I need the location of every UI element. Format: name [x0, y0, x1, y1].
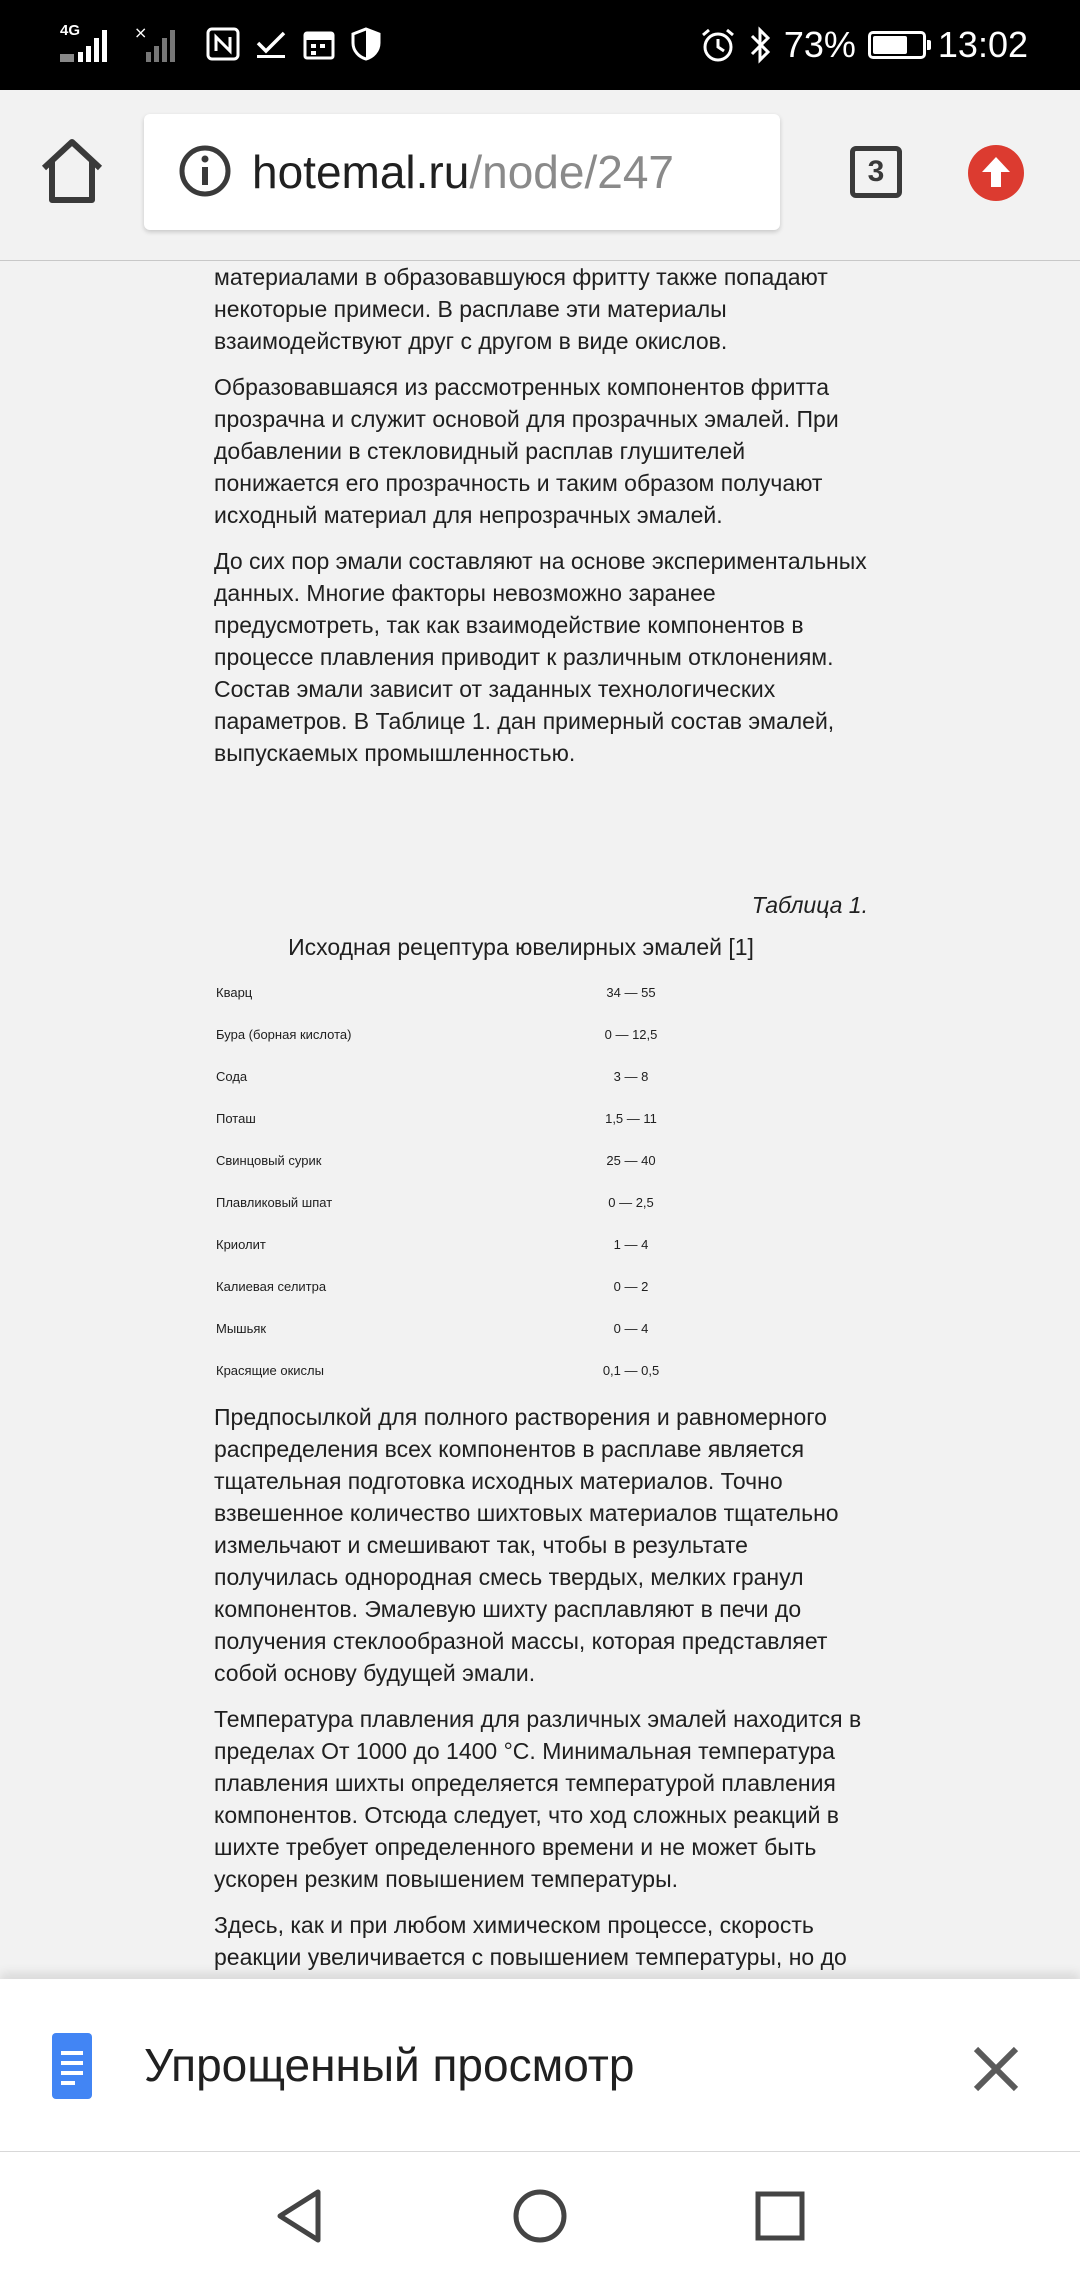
url-path: /node/247: [469, 146, 674, 198]
paragraph: До сих пор эмали составляют на основе экспериментальных данных. Многие факторы невозможно заранее предусмотреть, так как взаимодействие компонентов в процессе плавления приводит к различным отклонениям. Состав эмали зависит от заданных технологических параметров. В Таблице 1. дан примерный состав эмалей, выпускаемых промышленностью.: [214, 548, 867, 766]
battery-icon: [868, 31, 926, 59]
nfc-icon: [206, 27, 240, 61]
ingredient-name: Калиевая селитра: [216, 1278, 327, 1294]
ingredient-amount: 0 — 12,5: [604, 1026, 658, 1042]
ingredient-name: Сода: [216, 1068, 248, 1084]
table-row: [214, 1181, 868, 1223]
status-bar: [0, 0, 1080, 90]
recents-square-icon[interactable]: [750, 2186, 810, 2246]
address-bar[interactable]: [144, 114, 780, 230]
url-text[interactable]: [252, 142, 674, 202]
article-content[interactable]: [0, 261, 1080, 1979]
bluetooth-icon: [748, 26, 772, 64]
paragraph: Температура плавления для различных эмалей находится в пределах От 1000 до 1400 °С. Минимальная температура плавления шихты определяется температурой плавления компонентов. Отсюда следует, что ход сложных реакций в шихте требует определенного времени и не может быть ускорен резким повышением температуры.: [214, 1706, 862, 1892]
clock: 13:02: [937, 24, 1028, 65]
ingredient-name: Плавликовый шпат: [216, 1194, 333, 1210]
home-circle-icon[interactable]: [510, 2186, 570, 2246]
paragraph: Образовавшаяся из рассмотренных компонентов фритта прозрачна и служит основой для прозрачных эмалей. При добавлении в стекловидный расплав глушителей понижается его прозрачность и таким образом получают исходный материал для непрозрачных эмалей.: [214, 374, 839, 528]
ingredient-name: Свинцовый сурик: [216, 1152, 322, 1168]
system-navigation-bar: [0, 2152, 1080, 2280]
ingredient-name: Кварц: [216, 984, 253, 1000]
back-triangle-icon[interactable]: [270, 2186, 330, 2246]
ingredient-name: Криолит: [216, 1236, 266, 1252]
ingredient-name: Красящие окислы: [216, 1362, 324, 1378]
url-host: hotemal.ru: [252, 146, 470, 198]
table-row: [214, 1013, 868, 1055]
recipe-table: [214, 971, 868, 1391]
signal-no-sim-icon: [132, 22, 192, 66]
table-title: Исходная рецептура ювелирных эмалей [1]: [288, 934, 754, 960]
close-icon[interactable]: [968, 2041, 1024, 2097]
ingredient-amount: 3 — 8: [613, 1068, 649, 1084]
info-icon[interactable]: [178, 144, 232, 198]
ingredient-name: Поташ: [216, 1110, 256, 1126]
paragraph: материалами в образовавшуюся фритту также попадают некоторые примеси. В расплаве эти материалы взаимодействуют друг с другом в виде окислов.: [214, 264, 828, 354]
recipe-table-block: [214, 889, 868, 1391]
checkmark-icon: [254, 27, 288, 61]
ingredient-amount: 34 — 55: [606, 984, 656, 1000]
svg-text:×: ×: [134, 23, 148, 42]
signal-icon: [58, 22, 118, 66]
article-text-top: [214, 261, 868, 783]
home-icon[interactable]: [36, 134, 108, 210]
shield-icon: [350, 27, 382, 61]
table-row: [214, 1139, 868, 1181]
paragraph: Здесь, как и при любом химическом процессе, скорость реакции увеличивается с повышением температуры, но до: [214, 1912, 847, 1970]
ingredient-amount: 1 — 4: [613, 1236, 649, 1252]
ingredient-amount: 0 — 4: [613, 1320, 649, 1336]
ingredient-name: Мышьяк: [216, 1320, 267, 1336]
simplified-view-bar[interactable]: [0, 1979, 1080, 2152]
tab-count: 3: [867, 155, 885, 188]
simplified-view-label[interactable]: Упрощенный просмотр: [144, 2039, 635, 2091]
ingredient-amount: 0 — 2: [613, 1278, 649, 1294]
table-row: [214, 971, 868, 1013]
status-icons-left: [58, 22, 382, 66]
ingredient-amount: 0 — 2,5: [608, 1194, 654, 1210]
calendar-icon: [302, 27, 336, 61]
ingredient-amount: 25 — 40: [606, 1152, 656, 1168]
table-row: [214, 1223, 868, 1265]
update-arrow-icon[interactable]: [968, 145, 1024, 201]
table-row: [214, 1349, 868, 1391]
table-row: [214, 1055, 868, 1097]
browser-toolbar: [0, 90, 1080, 261]
document-icon: [52, 2033, 92, 2099]
table-caption: Таблица 1.: [751, 892, 868, 918]
table-row: [214, 1307, 868, 1349]
status-icons-right: [700, 18, 1028, 72]
ingredient-name: Бура (борная кислота): [216, 1026, 352, 1042]
article-text-bottom: [214, 1401, 868, 2019]
table-row: [214, 1097, 868, 1139]
tab-switcher-icon[interactable]: [850, 146, 902, 198]
ingredient-amount: 1,5 — 11: [605, 1110, 657, 1126]
battery-level-fill: [873, 36, 907, 54]
network-type-label: 4G: [60, 22, 81, 39]
paragraph: Предпосылкой для полного растворения и равномерного распределения всех компонентов в расплаве является тщательная подготовка исходных материалов. Точно взвешенное количество шихтовых материалов тщательно измельчают и смешивают так, чтобы в результате получилась однородная смесь твердых, мелких гранул компонентов. Эмалевую шихту расплавляют в печи до получения стеклообразной массы, которая представляет собой основу будущей эмали.: [214, 1404, 839, 1686]
alarm-icon: [700, 27, 736, 63]
ingredient-amount: 0,1 — 0,5: [602, 1362, 660, 1378]
battery-percent: 73%: [783, 24, 856, 65]
table-row: [214, 1265, 868, 1307]
